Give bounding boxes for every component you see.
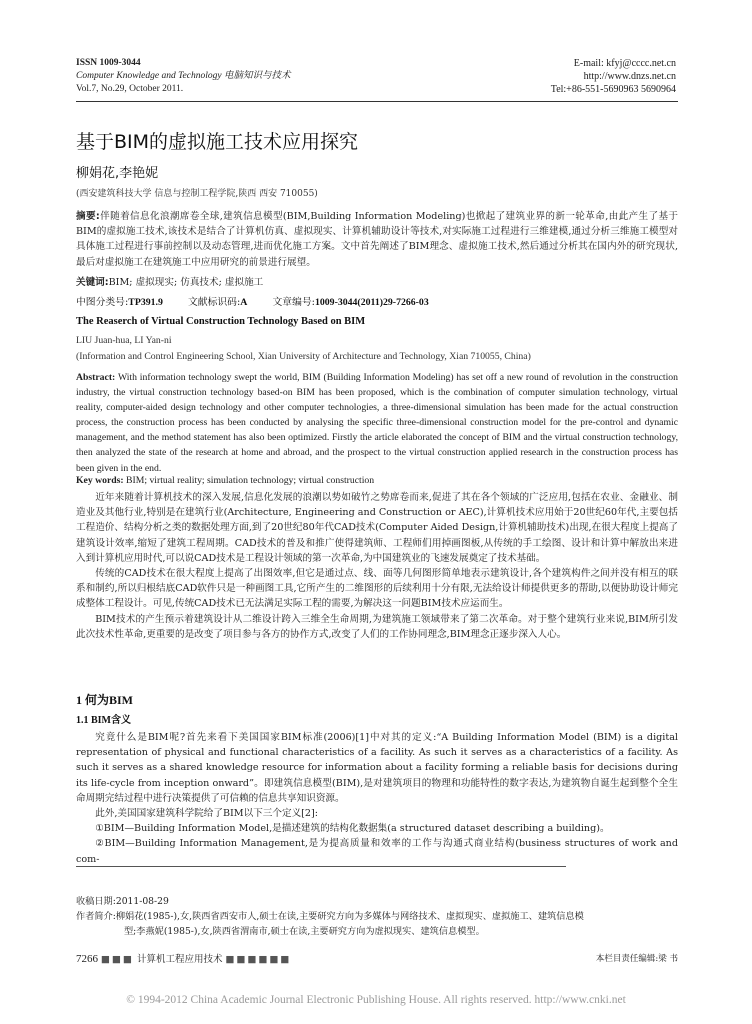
footnote (76, 894, 686, 939)
doc-code-value: A (240, 297, 248, 308)
abstract-cn (76, 209, 678, 270)
column-editor: 本栏目责任编辑:梁 书 (595, 954, 678, 964)
paper-affiliation-en: (Information and Control Engineering School, Xian University of Architecture and Technology, Xian 710055, China) (76, 351, 531, 362)
article-no-value: 1009-3044(2011)29-7266-03 (314, 297, 429, 308)
abstract-en (76, 370, 678, 476)
received-date: 收稿日期:2011-08-29 (76, 896, 169, 907)
footnote-rule (76, 866, 566, 867)
paper-affiliation: (西安建筑科技大学 信息与控制工程学院,陕西 西安 710055) (76, 189, 318, 199)
journal-name: Computer Knowledge and Technology 电脑知识与技术 (76, 71, 291, 81)
section-heading: 1 何为BIM (76, 693, 134, 707)
paper-title-en: The Reaserch of Virtual Construction Technology Based on BIM (76, 316, 366, 327)
footer-dots: ■■■■■■ (225, 954, 292, 965)
abstract-cn-text: 伴随着信息化浪潮席卷全球,建筑信息模型(BIM,Building Information Modeling)也掀起了建筑业界的新一轮革命,由此产生了基于BIM的虚拟施工技术,该技术是结合了计算机仿真、虚拟现实、计算机辅助设计等技术,对实际施工过程进行三维建模,通过分析三维施工模型对具体施工过程进行事前控制以及动态管理,进而优化施工方案。文中首先阐述了BIM理念、虚拟施工技术,然后通过分析其在国内外的研究现状,最后对虚拟施工在建筑施工中应用研究的前景进行展望。 (76, 211, 679, 268)
journal-header-right (376, 57, 676, 96)
copyright-watermark: © 1994-2012 China Academic Journal Electronic Publishing House. All rights reserved. http://www.cnki.net (126, 994, 626, 1006)
keywords-cn-text: BIM; 虚拟现实; 仿真技术; 虚拟施工 (108, 277, 264, 288)
body-paragraph: 近年来随着计算机技术的深入发展,信息化发展的浪潮以势如破竹之势席卷而来,促进了其在各个领域的广泛应用,包括在农业、金融业、制造业及其他行业,特别是在建筑行业(Architecture, Engineering and Construction or AEC),计算机技术应用始于20世纪60年代,主要包括工程造价、结构分析之类的数据处理方面,到了20世纪80年代CAD技术(Computer Aided Design,计算机辅助技术)出现,在很大程度上提高了建筑设计效率,缩短了建筑工程周期。CAD技术的普及和推广使得建筑师、工程师们用掉画图板,从传统的手工绘图、设计和计算中解放出来进入到计算机应用时代,可以说CAD技术是工程设计领域的第一次革命,为中国建筑业的飞速发展奠定了技术基础。 (76, 492, 678, 564)
paper-authors-en: LIU Juan-hua, LI Yan-ni (76, 335, 172, 346)
keywords-en-text: BIM; virtual reality; simulation technology; virtual construction (126, 475, 375, 486)
paper-title: 基于BIM的虚拟施工技术应用探究 (76, 131, 359, 153)
keywords-cn-label: 关键词: (76, 277, 109, 288)
telephone: Tel:+86-551-5690963 5690964 (550, 84, 676, 95)
intro-section (76, 490, 678, 642)
clc-label: 中图分类号: (76, 297, 129, 308)
header-rule (76, 101, 678, 102)
subsection-heading: 1.1 BIM含义 (76, 715, 131, 726)
definition-item: ②BIM—Building Information Management,是为提高质量和效率的工作与沟通式商业结构(business structures of work and com- (76, 838, 678, 865)
page-footer (76, 951, 678, 965)
footer-dots: ■■■ (101, 954, 134, 965)
clc-value: TP391.9 (128, 297, 163, 308)
body-paragraph: 传统的CAD技术在很大程度上提高了出图效率,但它是通过点、线、面等几何图形简单地表示建筑设计,各个建筑构件之间并没有相互的联系和制约,所以归根结底CAD软件只是一种画图工具,它所产生的二维图形的后续利用十分有限,无法给设计师提供更多的帮助,以便协助设计师完成整体工程设计。可见,传统CAD技术已无法满足实际工程的需要,为解决这一问题BIM技术应运而生。 (76, 568, 678, 610)
author-bio: 作者简介:柳娟花(1985-),女,陕西省西安市人,硕士在读,主要研究方向为多媒体与网络技术、虚拟现实、虚拟施工、建筑信息模 (76, 911, 584, 922)
article-no-label: 文章编号: (272, 297, 315, 308)
volume: Vol.7, No.29, October 2011. (76, 84, 184, 94)
body-paragraph: 此外,美国国家建筑科学院给了BIM以下三个定义[2]: (95, 808, 319, 820)
abstract-en-label: Abstract: (76, 372, 116, 383)
author-bio-continued: 型;李燕妮(1985-),女,陕西省渭南市,硕士在读,主要研究方向为虚拟现实、建筑信息模型。 (124, 926, 485, 937)
abstract-en-text: With information technology swept the world, BIM (Building Information Modeling) has set off a new round of revolution in the construction industry, the virtual construction technology based-on BIM has been proposed, which is the combination of computer simulation technology, virtual reality, computer-aided design technology and other computer technologies, a three-dimensional simulation has been made for the actual construction process, the construction process has been conducted by analysing the specific three-dimensional construction model for the pre-control and dynamic management, and the method statement has also been optimized. Firstly the article elaborated the concept of BIM and the virtual construction technology, then analyzed the state of the research at home and abroad, and the prospect to the virtual construction applied research in the construction process has been given in the end. (76, 372, 678, 474)
website: http://www.dnzs.net.cn (583, 71, 676, 82)
keywords-cn (76, 275, 678, 290)
section-1-body (76, 730, 678, 867)
issn: ISSN 1009-3044 (76, 58, 141, 68)
paper-authors: 柳娟花,李艳妮 (76, 166, 159, 181)
journal-header-left (76, 57, 406, 96)
page-number: 7266 (76, 953, 98, 965)
email: E-mail: kfyj@cccc.net.cn (573, 58, 676, 69)
definition-item: ①BIM—Building Information Model,是描述建筑的结构化数据集(a structured dataset describing a building)。 (95, 823, 610, 835)
body-paragraph: BIM技术的产生预示着建筑设计从二维设计跨入三维全生命周期,为建筑施工领域带来了第二次革命。对于整个建筑行业来说,BIM所引发此次技术性革命,更重要的是改变了项目参与各方的协作方式,改变了人们的工作协同理念,BIM理念正逐步深入人心。 (76, 613, 678, 640)
doc-code-label: 文献标识码: (187, 297, 241, 308)
column-name: 计算机工程应用技术 (137, 954, 223, 965)
abstract-cn-label: 摘要: (76, 211, 100, 222)
keywords-en-label: Key words: (76, 475, 124, 486)
classification-line (76, 294, 678, 308)
body-paragraph: 究竟什么是BIM呢?首先来看下美国国家BIM标准(2006)[1]中对其的定义:“A Building Information Model (BIM) is a digital representation of physical and functional characteristics of a facility. As such it serves as a characteristics of a facility. As such it serves as a shared knowledge resource for information about a facility forming a reliable basis for decisions during its life-cycle from inception onward”。即建筑信息模型(BIM),是对建筑项目的物理和功能特性的数字表达,为建筑物自诞生起到整个全生命周期完结过程中进行决策提供了可信赖的信息共享知识资源。 (76, 732, 678, 804)
keywords-en (76, 473, 678, 488)
